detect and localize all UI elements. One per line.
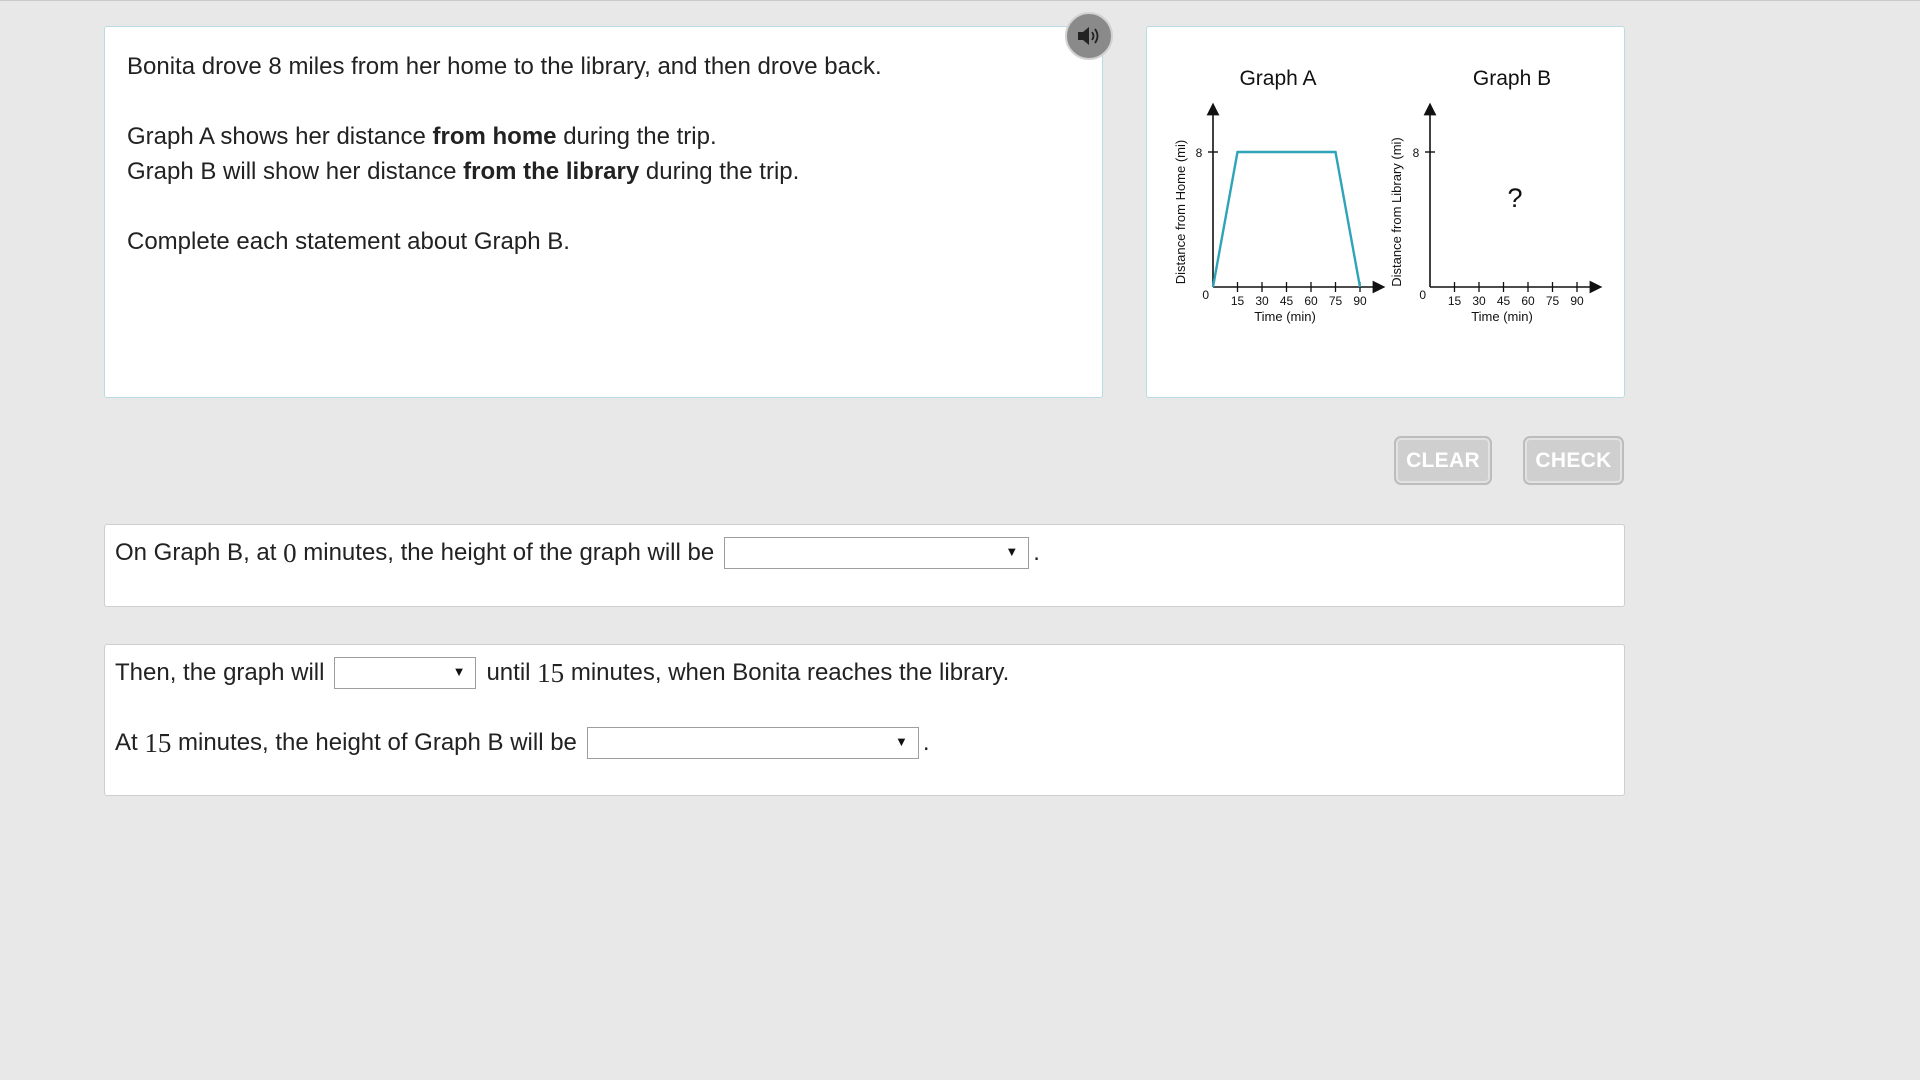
question-2-text-post: minutes, when Bonita reaches the library. (564, 659, 1010, 686)
graph-a-x-tick-label: 60 (1304, 294, 1318, 308)
graph-b-y-tick-label: 8 (1412, 146, 1420, 160)
check-button[interactable]: CHECK (1523, 436, 1624, 485)
graph-b-x-tick-label: 75 (1545, 294, 1560, 308)
graph-a-y-tick-label: 8 (1195, 146, 1203, 160)
height-at-0-dropdown[interactable] (724, 537, 1029, 569)
question-2-line (115, 657, 1009, 689)
prompt-line-2 (127, 119, 1080, 154)
question-1-text-post: minutes, the height of the graph will be (296, 539, 715, 566)
prompt-line-2-pre: Graph A shows her distance (127, 123, 433, 150)
question-2-text-pre: Then, the graph will (115, 659, 325, 686)
chevron-down-icon: ▼ (452, 664, 466, 679)
question-3-period: . (922, 729, 930, 756)
graph-a-x-tick-label: 45 (1279, 294, 1294, 308)
question-3-number: 15 (144, 727, 172, 758)
prompt-line-3 (127, 154, 1080, 189)
graph-b-question-mark: ? (1507, 183, 1523, 213)
graph-a-origin: 0 (1202, 288, 1209, 302)
graph-b-x-tick-label: 60 (1521, 294, 1535, 308)
graph-b-x-ticks (1448, 282, 1584, 308)
graph-behavior-dropdown[interactable] (334, 657, 476, 689)
graph-b-x-tick-label: 45 (1496, 294, 1511, 308)
prompt-line-4: Complete each statement about Graph B. (127, 228, 570, 255)
prompt-line-3-post: during the trip. (639, 158, 800, 185)
question-1-number: 0 (283, 537, 297, 568)
prompt-line-2-post: during the trip. (556, 123, 717, 150)
graph-a-ylabel: Distance from Home (mi) (1173, 139, 1188, 285)
question-1-period: . (1033, 539, 1040, 566)
chevron-down-icon: ▼ (895, 734, 908, 749)
question-3-text-pre: At (115, 729, 145, 756)
graph-b-x-tick-label: 15 (1447, 294, 1462, 308)
graph-b-x-tick-label: 90 (1570, 294, 1584, 308)
question-1-box (104, 524, 1625, 607)
question-1-text-pre: On Graph B, at (115, 539, 284, 566)
graph-a-x-tick-label: 75 (1328, 294, 1343, 308)
graph-a-xlabel: Time (min) (1254, 309, 1316, 324)
prompt-line-2-bold: from home (432, 123, 557, 150)
graph-b-title: Graph B (1472, 67, 1552, 90)
graphs-figure (1147, 27, 1624, 397)
chevron-down-icon: ▼ (1005, 544, 1019, 559)
prompt-panel (104, 26, 1103, 398)
prompt-line-1: Bonita drove 8 miles from her home to the library, and then drove back. (127, 53, 882, 80)
clear-button[interactable]: CLEAR (1394, 436, 1492, 485)
question-2-number: 15 (537, 657, 565, 688)
graph-a-x-tick-label: 90 (1353, 294, 1367, 308)
graph-a-x-tick-label: 15 (1230, 294, 1245, 308)
graph-a-series-line (1213, 152, 1360, 287)
question-3-line (115, 727, 930, 759)
graph-a-title: Graph A (1239, 67, 1317, 90)
graph-b-x-tick-label: 30 (1472, 294, 1486, 308)
question-1-line (115, 537, 1040, 569)
graph-b-xlabel: Time (min) (1471, 309, 1533, 324)
prompt-line-3-pre: Graph B will show her distance (127, 158, 464, 185)
height-at-15-dropdown[interactable] (587, 727, 919, 759)
graph-b-ylabel: Distance from Library (mi) (1389, 137, 1404, 287)
question-3-text-post: minutes, the height of Graph B will be (171, 729, 577, 756)
prompt-line-3-bold: from the library (463, 158, 640, 185)
graph-a-x-tick-label: 30 (1255, 294, 1269, 308)
speaker-icon (1076, 25, 1102, 47)
graph-panel (1146, 26, 1625, 398)
question-2-box (104, 644, 1625, 796)
audio-button[interactable] (1065, 12, 1113, 60)
question-2-text-mid: until (486, 659, 538, 686)
graph-b-origin: 0 (1419, 288, 1426, 302)
top-divider (0, 0, 1920, 1)
graph-a-x-ticks (1231, 282, 1367, 308)
